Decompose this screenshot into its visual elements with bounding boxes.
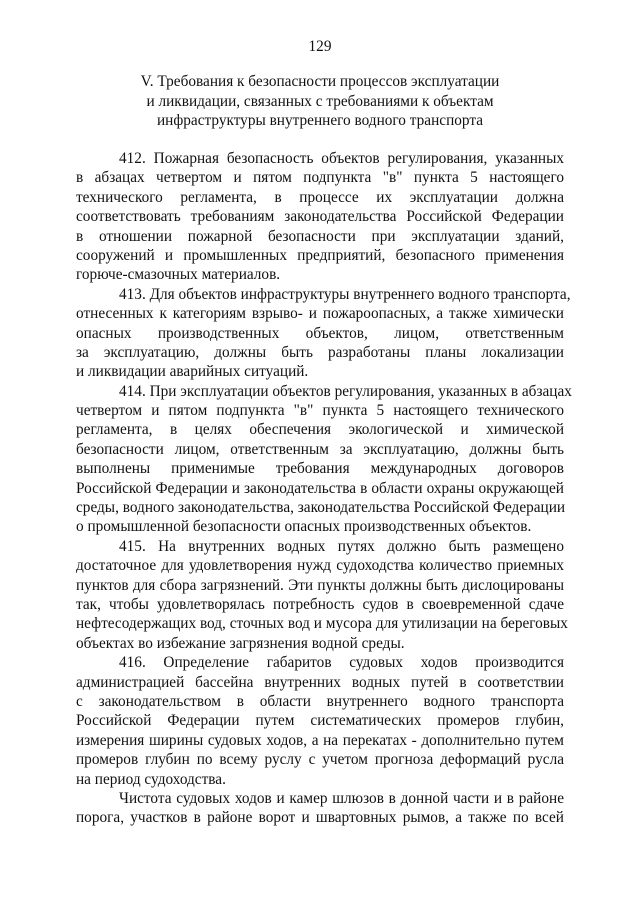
text-line: нефтесодержащих вод, сточных вод и мусора для утилизации на береговых — [76, 615, 568, 633]
text-line: так, чтобы удовлетворялась потребность судов в своевременной сдаче — [76, 595, 564, 613]
paragraph — [76, 653, 564, 789]
document-body — [76, 149, 572, 828]
text-line: выполнены применимые требования международных договоров — [76, 460, 564, 478]
text-line: горюче-смазочных материалов. — [76, 266, 281, 284]
text-line: технического регламента, в процессе их эксплуатации должна — [76, 188, 564, 206]
text-line: четвертом и пятом подпункта "в" пункта 5 настоящего технического — [76, 402, 564, 420]
text-line: Российской Федерации и законодательства в области охраны окружающей — [76, 479, 564, 497]
paragraph — [76, 789, 564, 828]
text-line: порога, участков в районе ворот и швартовных рымов, а также по всей — [76, 809, 564, 827]
page-number: 129 — [308, 38, 332, 55]
text-line: в абзацах четвертом и пятом подпункта "в" пункта 5 настоящего — [76, 169, 564, 187]
text-line: достаточное для удовлетворения нужд судоходства количество приемных — [76, 557, 564, 575]
section-heading — [0, 72, 640, 131]
text-line: Российской Федерации путем систематических промеров глубин, — [76, 712, 564, 730]
text-line: 413. Для объектов инфраструктуры внутреннего водного транспорта, — [119, 285, 571, 303]
paragraph — [76, 285, 571, 382]
text-line: опасных производственных объектов, лицом, ответственным — [76, 324, 564, 342]
text-line: о промышленной безопасности опасных производственных объектов. — [76, 518, 532, 536]
text-line: промеров глубин по всему руслу с учетом прогноза деформаций русла — [76, 751, 564, 769]
text-line: соответствовать требованиям законодательства Российской Федерации — [76, 208, 564, 226]
text-line: и ликвидации аварийных ситуаций. — [76, 363, 309, 381]
text-line: 414. При эксплуатации объектов регулирования, указанных в абзацах — [119, 382, 572, 400]
text-line: 416. Определение габаритов судовых ходов производится — [119, 654, 564, 672]
heading-line: V. Требования к безопасности процессов эксплуатации — [140, 73, 500, 90]
text-line: 412. Пожарная безопасность объектов регулирования, указанных — [119, 150, 564, 167]
text-line: 415. На внутренних водных путях должно быть размещено — [119, 537, 564, 555]
text-line: среды, водного законодательства, законодательства Российской Федерации — [76, 499, 566, 517]
paragraph — [76, 537, 568, 653]
text-line: на период судоходства. — [76, 770, 226, 788]
text-line: за эксплуатацию, должны быть разработаны планы локализации — [76, 343, 564, 361]
text-line: отнесенных к категориям взрыво- и пожароопасных, а также химически — [76, 305, 564, 323]
text-line: Чистота судовых ходов и камер шлюзов в донной части и в районе — [119, 789, 564, 807]
text-line: регламента, в целях обеспечения экологической и химической — [76, 421, 564, 439]
text-line: объектах во избежание загрязнения водной среды. — [76, 634, 405, 652]
heading-line: инфраструктуры внутреннего водного транспорта — [156, 112, 484, 129]
heading-line: и ликвидации, связанных с требованиями к объектам — [146, 92, 494, 110]
text-line: измерения ширины судовых ходов, а на перекатах - дополнительно путем — [76, 731, 564, 749]
paragraph — [76, 382, 572, 537]
text-line: сооружений и промышленных предприятий, безопасного применения — [76, 246, 564, 264]
text-line: в отношении пожарной безопасности при эксплуатации зданий, — [76, 227, 564, 245]
paragraph — [76, 149, 564, 285]
text-line: администрацией бассейна внутренних водных путей в соответствии — [76, 673, 564, 691]
text-line: пунктов для сбора загрязнений. Эти пункты должны быть дислоцированы — [76, 576, 564, 594]
text-line: с законодательством в области внутреннего водного транспорта — [76, 692, 564, 710]
text-line: безопасности лицом, ответственным за эксплуатацию, должны быть — [76, 440, 564, 458]
